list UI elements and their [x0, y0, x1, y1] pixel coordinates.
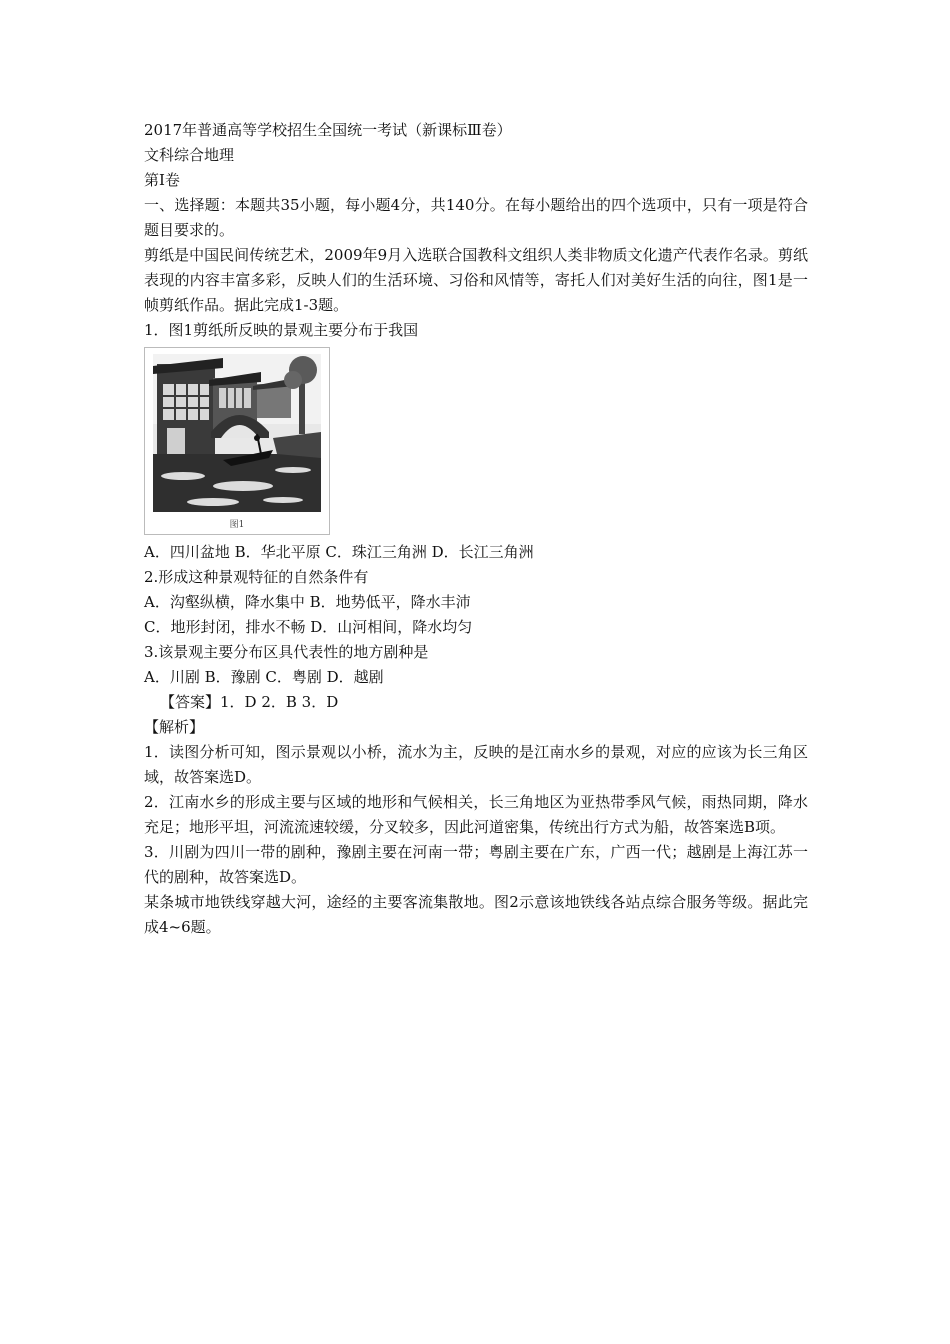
analysis-heading: 【解析】 — [144, 718, 205, 736]
analysis-3: 3．川剧为四川一带的剧种，豫剧主要在河南一带；粤剧主要在广东，广西一代；越剧是上海江苏一代的剧种，故答案选D。 — [144, 843, 808, 886]
question-3-options: A．川剧 B．豫剧 C．粤剧 D．越剧 — [144, 668, 384, 686]
section-intro: 一、选择题：本题共35小题，每小题4分，共140分。在每小题给出的四个选项中，只有一项是符合题目要求的。 — [144, 196, 808, 239]
question-1-options: A．四川盆地 B．华北平原 C．珠江三角洲 D．长江三角洲 — [144, 543, 534, 561]
document-content — [144, 118, 808, 940]
answer-key: 【答案】1．D 2．B 3．D — [160, 693, 339, 711]
question-2-options-row-2: C．地形封闭，排水不畅 D．山河相间，降水均匀 — [144, 618, 473, 636]
analysis-1: 1．读图分析可知，图示景观以小桥，流水为主，反映的是江南水乡的景观，对应的应该为长三角区域，故答案选D。 — [144, 743, 808, 786]
question-2-options-row-1: A．沟壑纵横，降水集中 B．地势低平，降水丰沛 — [144, 593, 471, 611]
question-3: 3.该景观主要分布区具代表性的地方剧种是 — [144, 643, 429, 661]
figure-caption: 图1 — [229, 520, 245, 530]
paper-cut-image — [153, 354, 321, 512]
subject-title: 文科综合地理 — [144, 146, 235, 164]
question-2: 2.形成这种景观特征的自然条件有 — [144, 568, 369, 586]
passage-1: 剪纸是中国民间传统艺术，2009年9月入选联合国教科文组织人类非物质文化遗产代表作名录。剪纸表现的内容丰富多彩，反映人们的生活环境、习俗和风情等，寄托人们对美好生活的向往，图1是一帧剪纸作品。据此完成1-3题。 — [144, 246, 808, 314]
analysis-2: 2．江南水乡的形成主要与区域的地形和气候相关，长三角地区为亚热带季风气候，雨热同期，降水充足；地形平坦，河流流速较缓，分叉较多，因此河道密集，传统出行方式为船，故答案选B项。 — [144, 793, 808, 836]
paper-cut-figure — [144, 347, 330, 535]
question-1: 1．图1剪纸所反映的景观主要分布于我国 — [144, 321, 419, 339]
volume-title: 第Ⅰ卷 — [144, 171, 180, 189]
passage-2: 某条城市地铁线穿越大河，途经的主要客流集散地。图2示意该地铁线各站点综合服务等级。据此完成4~6题。 — [144, 893, 808, 936]
exam-title: 2017年普通高等学校招生全国统一考试（新课标Ⅲ卷） — [144, 121, 512, 139]
